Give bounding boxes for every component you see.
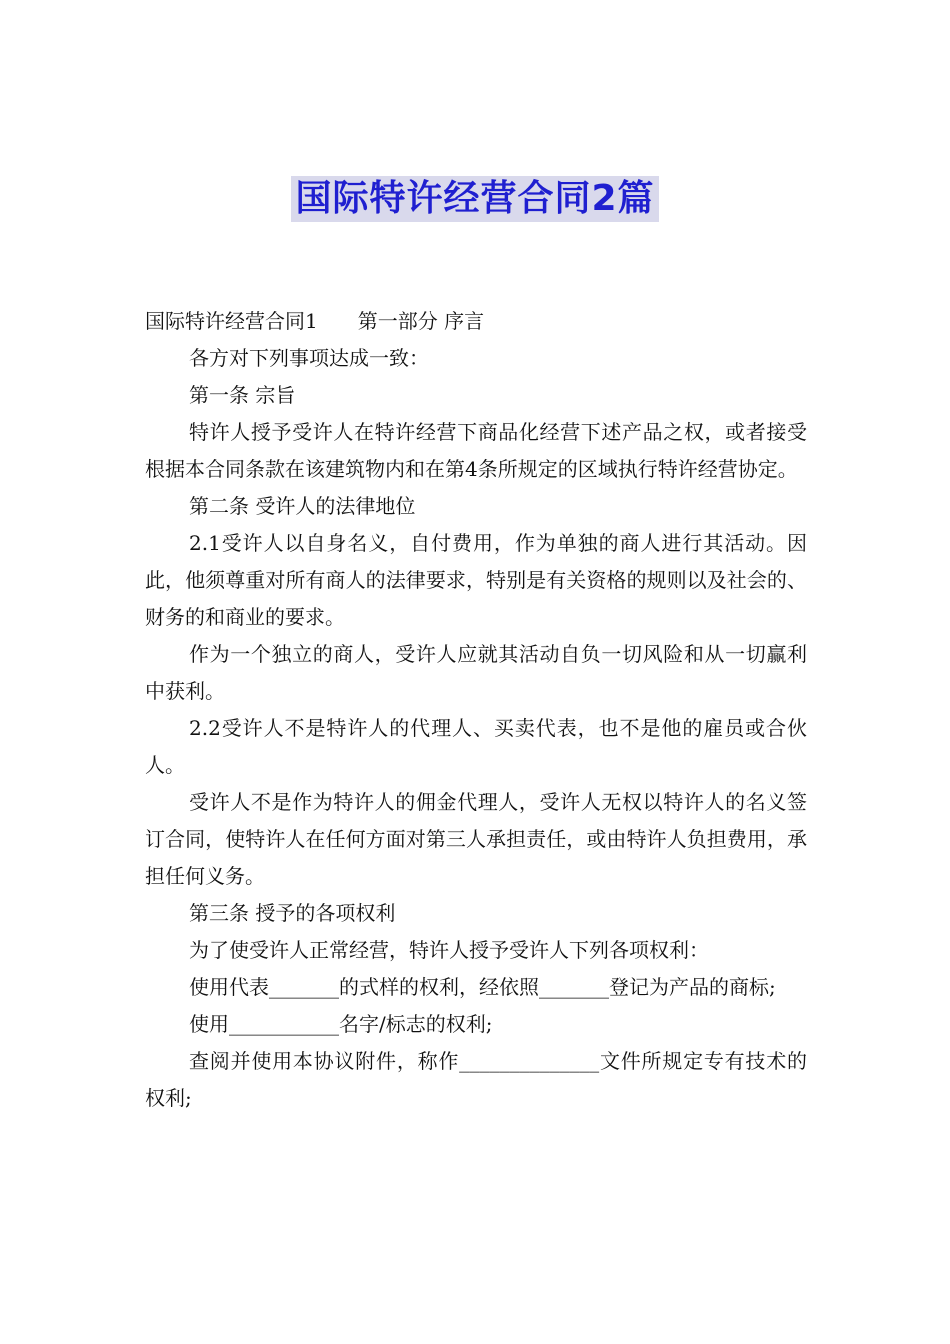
article-heading: 第二条 受许人的法律地位 [189, 494, 416, 518]
first-line [145, 303, 807, 340]
document-title [0, 176, 950, 222]
paragraph: 作为一个独立的商人，受许人应就其活动自负一切风险和从一切赢利中获利。 [145, 642, 807, 703]
article-heading: 第三条 授予的各项权利 [189, 901, 396, 925]
paragraph: 使用___________名字/标志的权利; [189, 1012, 493, 1036]
paragraph: 使用代表_______的式样的权利，经依照_______登记为产品的商标; [189, 975, 776, 999]
part-heading: 第一部分 序言 [357, 309, 485, 333]
document-body [145, 303, 807, 1117]
paragraph: 2.2受许人不是特许人的代理人、买卖代表，也不是他的雇员或合伙人。 [145, 716, 807, 777]
paragraph: 查阅并使用本协议附件，称作______________文件所规定专有技术的权利; [145, 1049, 807, 1110]
paragraph: 2.1受许人以自身名义，自付费用，作为单独的商人进行其活动。因此，他须尊重对所有商人的法律要求，特别是有关资格的规则以及社会的、财务的和商业的要求。 [145, 531, 807, 629]
paragraph: 特许人授予受许人在特许经营下商品化经营下述产品之权，或者接受根据本合同条款在该建筑物内和在第4条所规定的区域执行特许经营协定。 [145, 420, 807, 481]
contract-name: 国际特许经营合同1 [145, 309, 318, 333]
paragraph: 受许人不是作为特许人的佣金代理人，受许人无权以特许人的名义签订合同，使特许人在任何方面对第三人承担责任，或由特许人负担费用，承担任何义务。 [145, 790, 807, 888]
document-title-text: 国际特许经营合同2篇 [291, 176, 658, 222]
article-heading: 第一条 宗旨 [189, 383, 296, 407]
paragraph: 各方对下列事项达成一致： [189, 346, 429, 370]
paragraph: 为了使受许人正常经营，特许人授予受许人下列各项权利： [189, 938, 709, 962]
